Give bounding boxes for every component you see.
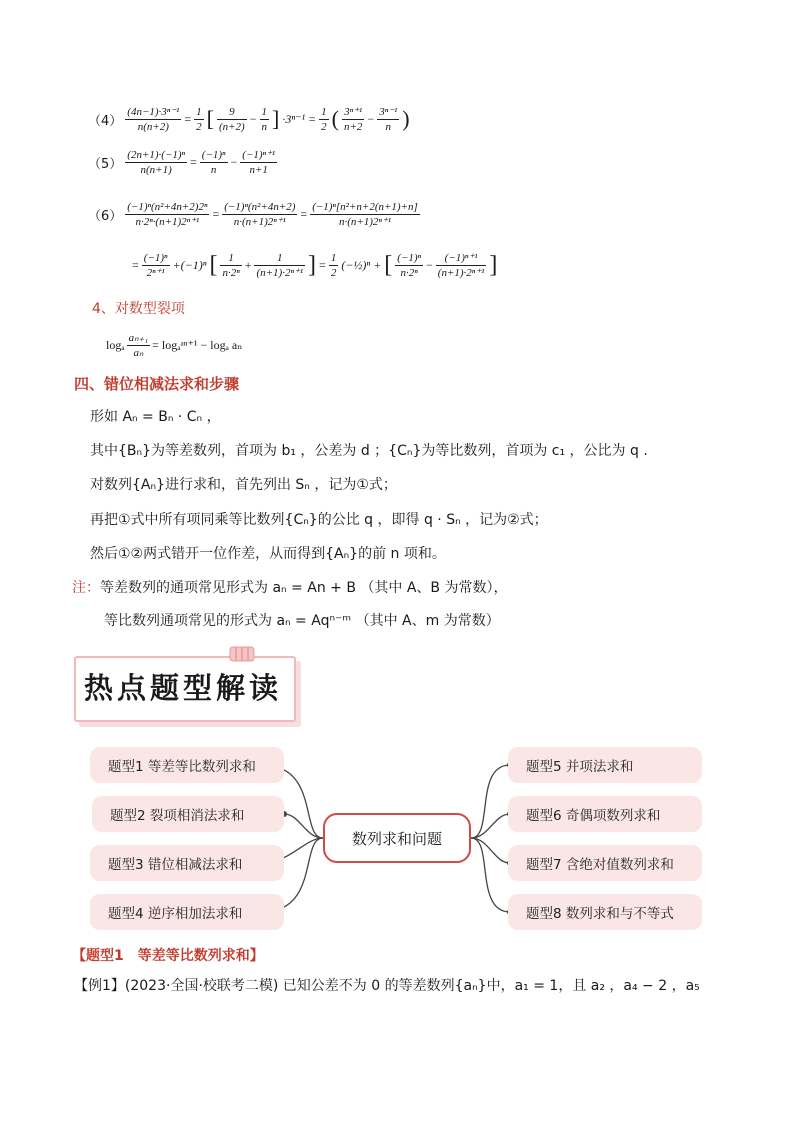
formula-6-label: （6）	[88, 208, 123, 224]
mindmap-right-2: 题型6 奇偶项数列求和	[508, 796, 702, 832]
log-section-heading: 4、对数型裂项	[92, 301, 185, 317]
formula-4-term2: $\frac{1}{n}$	[261, 105, 267, 133]
note-text-1: 等差数列的通项常见形式为 aₙ = An + B （其中 A、B 为常数），	[100, 580, 508, 596]
formula-6: （6） $\frac{\text{(−1)ⁿ(n²+4n+2)2ⁿ}}{\text{n·2ⁿ·(n+1)2ⁿ⁺¹}}$ = $\frac{\text{(−1)ⁿ(n²+4n+2)}}{\text{n·(n+1)2ⁿ⁺¹}}$ = $\frac{\text{(−1)ⁿ[n²+n+2(n+1)+n]}}{\text{n·(n+1)2ⁿ⁺¹}}$	[88, 200, 418, 228]
formula-6-lhs: $\frac{\text{(−1)ⁿ(n²+4n+2)2ⁿ}}{\text{n·2ⁿ·(n+1)2ⁿ⁺¹}}$	[127, 200, 208, 228]
formula-4: （4） $\frac{\text{(4n−1)·3ⁿ⁻¹}}{n(n+2)}$ = $\frac{1}{2}$ [ $\frac{9}{(n+2)}$ − $\frac{1}{n}$ ] ·3ⁿ⁻¹ = $\frac{1}{2}$ ( $\frac{\text{3ⁿ⁺¹}}{n+2}$ − $\frac{\text{3ⁿ⁻¹}}{n}$ )	[88, 105, 410, 133]
note-label: 注：	[72, 580, 100, 596]
mindmap-left-2: 题型2 裂项相消法求和	[92, 796, 284, 832]
formula-5: （5） $\frac{\text{(2n+1)·(−1)ⁿ}}{n(n+1)}$ = $\frac{\text{(−1)ⁿ}}{n}$ − $\frac{\text{(−1)ⁿ⁺¹}}{n+1}$	[88, 148, 276, 176]
formula-4-r1: $\frac{\text{3ⁿ⁺¹}}{n+2}$	[343, 105, 363, 133]
formula-4-half: $\frac{1}{2}$	[196, 105, 202, 133]
method-line-4: 再把①式中所有项同乘等比数列{Cₙ}的公比 q ，即得 q · Sₙ ，记为②式；	[90, 512, 548, 528]
method-line-2: 其中{Bₙ}为等差数列，首项为 b₁ ，公差为 d ；{Cₙ}为等比数列，首项为 c₁ ，公比为 q .	[90, 443, 648, 459]
method-line-1: 形如 Aₙ = Bₙ · Cₙ ，	[90, 409, 221, 425]
method-line-5: 然后①②两式错开一位作差，从而得到{Aₙ}的前 n 项和。	[90, 546, 446, 562]
example-1-text: 【例1】(2023·全国·校联考二模) 已知公差不为 0 的等差数列{aₙ}中，a₁ = 1，且 a₂ ，a₄ − 2 ，a₅	[74, 978, 700, 994]
mindmap-right-3: 题型7 含绝对值数列求和	[508, 845, 702, 881]
formula-4-r2: $\frac{\text{3ⁿ⁻¹}}{n}$	[379, 105, 398, 133]
formula-5-term2: $\frac{\text{(−1)ⁿ⁺¹}}{n+1}$	[242, 148, 276, 176]
method-section-heading: 四、错位相减法求和步骤	[74, 375, 240, 393]
formula-5-term1: $\frac{\text{(−1)ⁿ}}{n}$	[201, 148, 226, 176]
formula-6-line2: = $\frac{\text{(−1)ⁿ}}{\text{2ⁿ⁺¹}}$ +(−1)ⁿ [ $\frac{1}{\text{n·2ⁿ}}$ + $\frac{1}{\text{(n+1)·2ⁿ⁺¹}}$ ] = $\frac{1}{2}$ (−½)ⁿ + [ $\frac{\text{(−1)ⁿ}}{\text{n·2ⁿ}}$ − $\frac{\text{(−1)ⁿ⁺¹}}{\text{(n+1)·2ⁿ⁺¹}}$ ]	[132, 251, 498, 279]
note-line-2: 等比数列通项常见的形式为 aₙ = Aqⁿ⁻ᵐ （其中 A、m 为常数）	[104, 613, 500, 629]
formula-5-lhs: $\frac{\text{(2n+1)·(−1)ⁿ}}{n(n+1)}$	[127, 148, 185, 176]
mindmap-left-4: 题型4 逆序相加法求和	[90, 894, 284, 930]
method-line-3: 对数列{Aₙ}进行求和，首先列出 Sₙ ，记为①式；	[90, 477, 397, 493]
mindmap-right-4: 题型8 数列求和与不等式	[508, 894, 702, 930]
mindmap-right-1: 题型5 并项法求和	[508, 747, 702, 783]
log-formula: logₐ $\frac{\text{aₙ₊₁}}{\text{aₙ}}$ = logₐᵃⁿ⁺¹ − logₐ aₙ	[106, 331, 243, 359]
mindmap-center: 数列求和问题	[323, 813, 471, 863]
formula-5-label: （5）	[88, 156, 123, 172]
formula-6-middle: $\frac{\text{(−1)ⁿ(n²+4n+2)}}{\text{n·(n+1)2ⁿ⁺¹}}$	[224, 200, 296, 228]
mindmap-left-3: 题型3 错位相减法求和	[90, 845, 284, 881]
formula-4-term1: $\frac{9}{(n+2)}$	[218, 105, 245, 133]
formula-4-lhs: $\frac{\text{(4n−1)·3ⁿ⁻¹}}{n(n+2)}$	[127, 105, 180, 133]
formula-4-label: （4）	[88, 113, 123, 129]
mindmap-left-1: 题型1 等差等比数列求和	[90, 747, 284, 783]
formula-6-right: $\frac{\text{(−1)ⁿ[n²+n+2(n+1)+n]}}{\text{n·(n+1)2ⁿ⁺¹}}$	[312, 200, 418, 228]
banner-title: 热点题型解读	[84, 671, 283, 705]
type-1-title: 【题型1 等差等比数列求和】	[72, 948, 264, 964]
